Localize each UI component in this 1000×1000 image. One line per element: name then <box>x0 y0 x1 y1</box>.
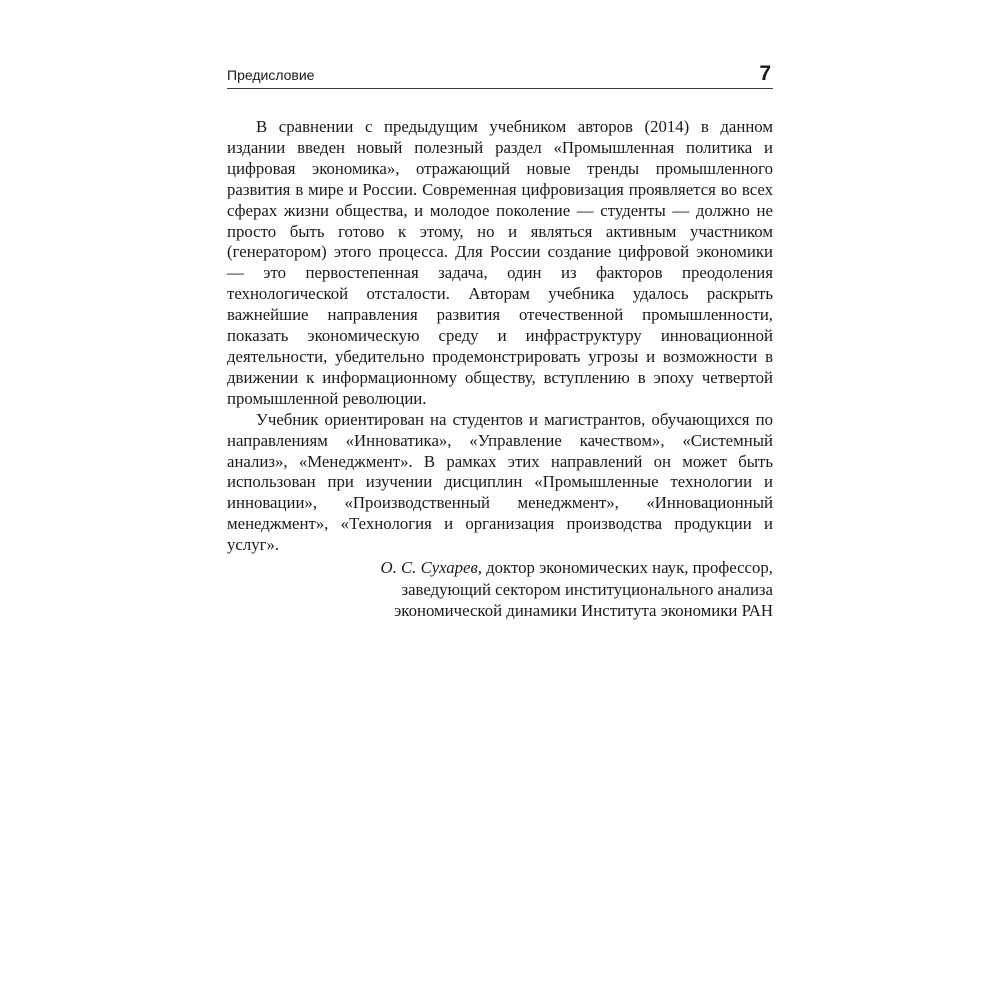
review-signature <box>227 557 773 622</box>
signature-line-2: заведующий сектором институционального анализа <box>401 579 773 599</box>
main-text <box>227 117 773 622</box>
author-credentials: доктор экономических наук, профессор, <box>481 558 773 578</box>
paragraph-1: В сравнении с предыдущим учебником авторов (2014) в данном издании введен новый полезный раздел «Промышленная политика и цифровая экономика», отражающий новые тренды промышленного развития в мире и России. Современная цифровизация проявляется во всех сферах жизни общества, и молодое поколение — студенты — должно не просто быть готово к этому, но и являться активным участником (генератором) этого процесса. Для России создание цифровой экономики — это первостепенная задача, один из факторов преодоления технологической отсталости. Авторам учебника удалось раскрыть важнейшие направления развития отечественной промышленности, показать экономическую среду и инфраструктуру инновационной деятельности, убедительно продемонстрировать угрозы и возможности в движении к информационному обществу, вступлению в эпоху четвертой промышленной революции. <box>227 117 773 408</box>
running-header <box>227 58 773 89</box>
signature-line-1 <box>227 557 773 579</box>
author-name: О. С. Сухарев, <box>380 558 482 578</box>
section-title: Предисловие <box>227 67 315 83</box>
paragraph-2: Учебник ориентирован на студентов и магистрантов, обучающихся по направлениям «Инноватика», «Управление качеством», «Системный анализ», «Менеджмент». В рамках этих направлений он может быть использован при изучении дисциплин «Промышленные технологии и инновации», «Производственный менеджмент», «Инновационный менеджмент», «Технология и организация производства продукции и услуг». <box>227 409 773 555</box>
page-number: 7 <box>759 62 771 85</box>
signature-line-3: экономической динамики Института экономики РАН <box>394 601 773 621</box>
